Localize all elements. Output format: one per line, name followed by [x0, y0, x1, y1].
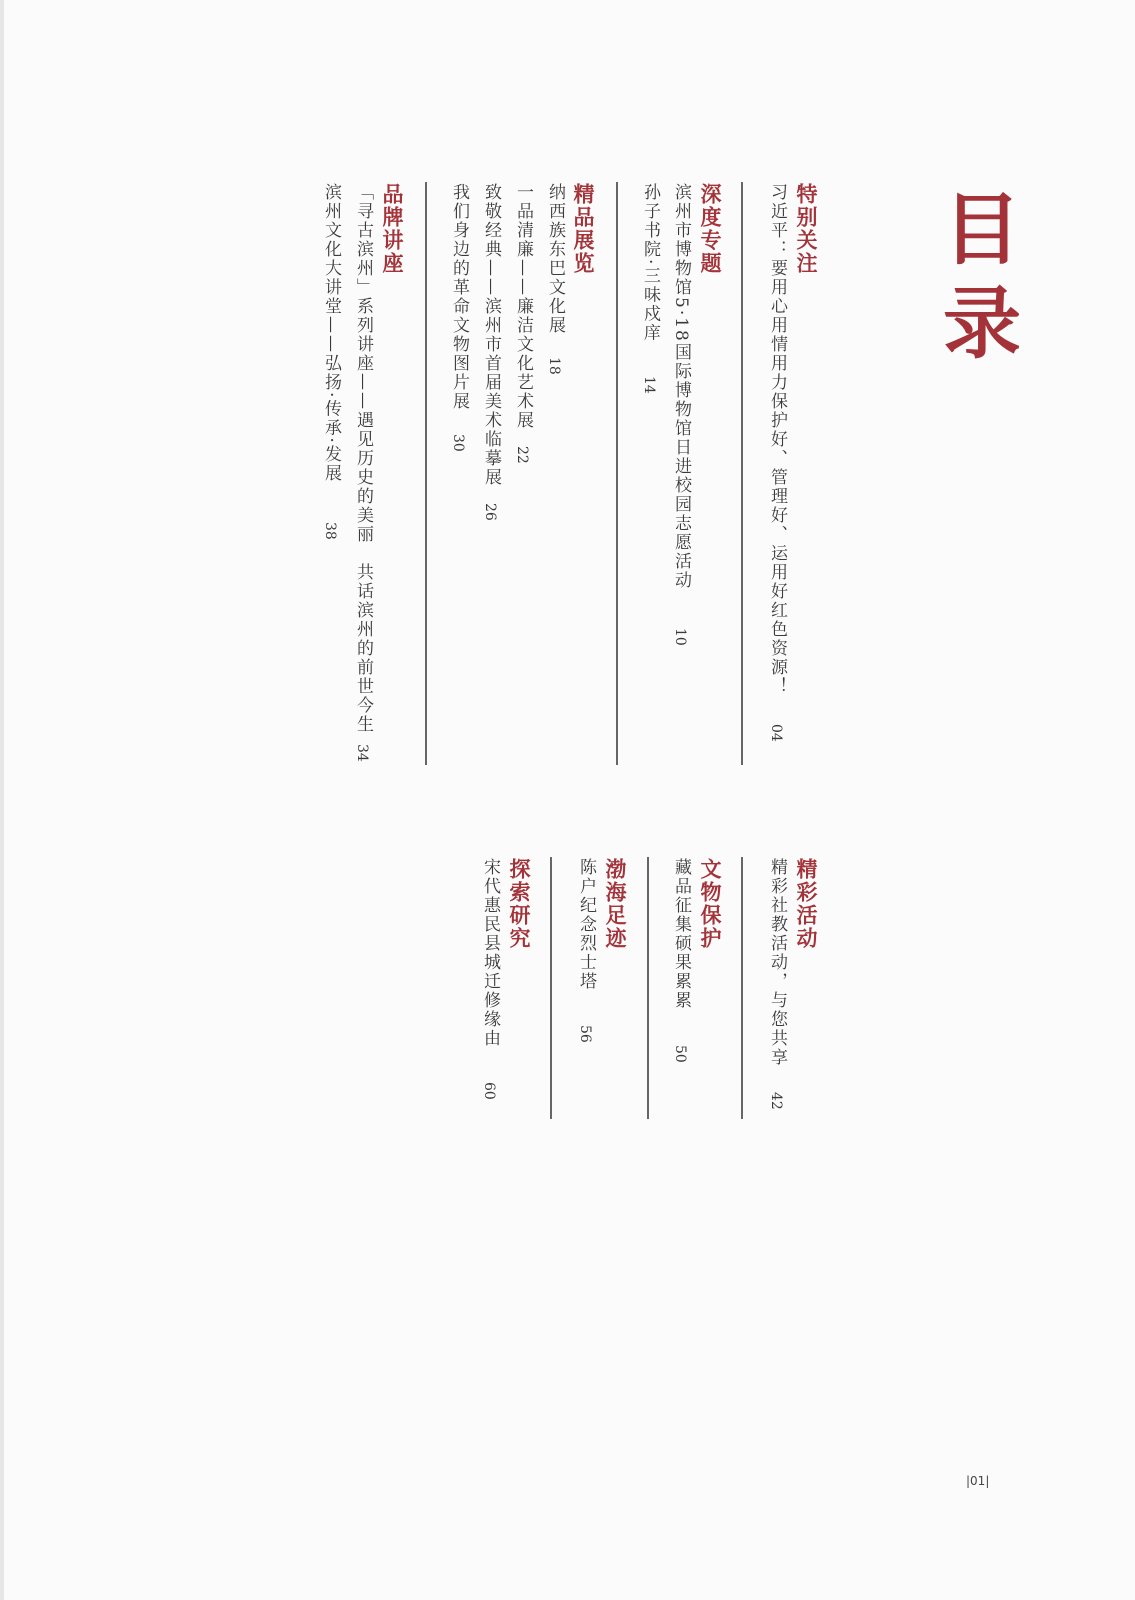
- toc-item[interactable]: 习近平：要用心用情用力保护好、管理好、运用好红色资源！: [767, 183, 787, 696]
- section-title-bohai-footprints: 渤海足迹: [603, 858, 628, 950]
- page-title: 目录: [930, 188, 1021, 376]
- toc-item[interactable]: 滨州市博物馆5·18国际博物馆日进校园志愿活动: [671, 183, 691, 590]
- toc-item[interactable]: 致敬经典——滨州市首届美术临摹展: [481, 183, 501, 487]
- divider-rule: [741, 182, 743, 765]
- toc-item[interactable]: 精彩社教活动，与您共享: [767, 858, 787, 1067]
- toc-item[interactable]: 藏品征集硕果累累: [671, 858, 691, 1010]
- section-title-special-focus: 特别关注: [794, 183, 819, 275]
- section-title-in-depth: 深度专题: [698, 183, 723, 275]
- section-title-activities: 精彩活动: [794, 858, 819, 950]
- divider-rule: [616, 182, 618, 765]
- toc-page-number: 04: [768, 724, 784, 742]
- toc-item[interactable]: 纳西族东巴文化展: [545, 183, 565, 335]
- section-title-lectures: 品牌讲座: [380, 183, 405, 275]
- divider-rule: [550, 857, 552, 1119]
- toc-page-number: 14: [641, 376, 657, 394]
- toc-page-number: 30: [450, 434, 466, 452]
- toc-page-number: 60: [481, 1082, 497, 1100]
- toc-page-number: 56: [577, 1025, 593, 1043]
- toc-item[interactable]: 陈户纪念烈士塔: [576, 858, 596, 991]
- toc-item[interactable]: 「寻古滨州」系列讲座——遇见历史的美丽 共话滨州的前世今生: [353, 183, 373, 734]
- divider-rule: [741, 857, 743, 1119]
- toc-item[interactable]: 滨州文化大讲堂——弘扬·传承·发展: [321, 183, 341, 483]
- toc-item[interactable]: 孙子书院·三味戍庠: [640, 183, 660, 343]
- toc-item[interactable]: 一品清廉——廉洁文化艺术展: [513, 183, 533, 430]
- toc-page-number: 18: [546, 357, 562, 375]
- section-title-research: 探索研究: [507, 858, 532, 950]
- toc-page-number: 22: [514, 446, 530, 464]
- toc-item[interactable]: 我们身边的革命文物图片展: [449, 183, 469, 411]
- toc-page-number: 50: [672, 1045, 688, 1063]
- toc-page-number: 10: [672, 628, 688, 646]
- page-edge: [0, 0, 4, 1600]
- divider-rule: [647, 857, 649, 1119]
- toc-page-number: 34: [354, 744, 370, 762]
- section-title-relic-protection: 文物保护: [698, 858, 723, 950]
- toc-page-number: 42: [768, 1092, 784, 1110]
- section-title-exhibitions: 精品展览: [571, 183, 596, 275]
- toc-item[interactable]: 宋代惠民县城迁修缘由: [480, 858, 500, 1048]
- toc-page-number: 38: [322, 522, 338, 540]
- page-folio: |01|: [966, 1474, 990, 1488]
- toc-page-number: 26: [482, 503, 498, 521]
- divider-rule: [425, 182, 427, 765]
